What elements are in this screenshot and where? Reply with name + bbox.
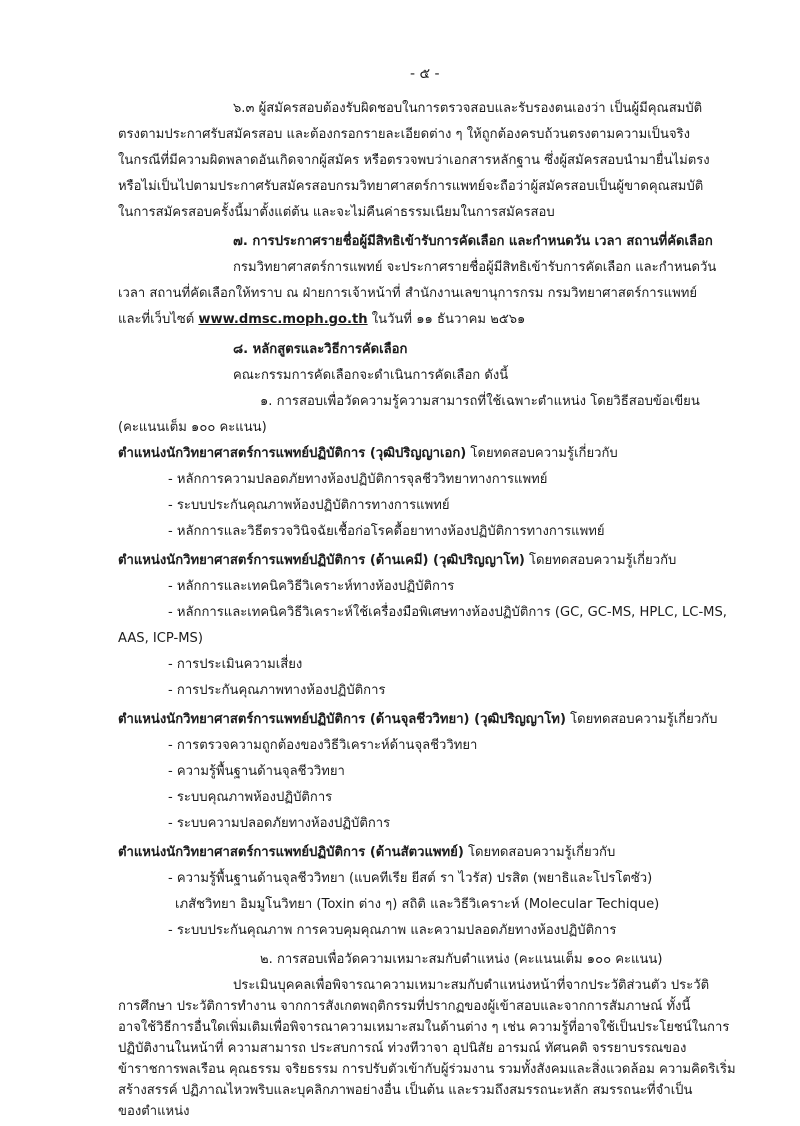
position-2-item: AAS, ICP-MS) — [118, 631, 203, 646]
s63-line-2: ตรงตามประกาศรับสมัครสอบ และต้องกรอกรายละเอียดต่าง ๆ ให้ถูกต้องครบถ้วนตรงตามความเป็นจริง — [118, 127, 691, 142]
section-8-heading: ๘. หลักสูตรและวิธีการคัดเลือก — [233, 342, 408, 357]
position-2-title: ตำแหน่งนักวิทยาศาสตร์การแพทย์ปฏิบัติการ (ด้านเคมี) (วุฒิปริญญาโท) — [118, 553, 525, 568]
s63-line-3: ในกรณีที่มีความผิดพลาดอันเกิดจากผู้สมัคร หรือตรวจพบว่าเอกสารหลักฐาน ซึ่งผู้สมัครสอบนำมายื่นไม่ตรง — [118, 153, 710, 168]
page-number: - ๕ - — [410, 66, 440, 82]
s8-p2-body-line: ข้าราชการพลเรือน คุณธรรม จริยธรรม การปรับตัวเข้ากับผู้ร่วมงาน รวมทั้งสังคมและสิ่งแวดล้อม ความคิดริเริ่ม — [118, 1062, 736, 1077]
s8-p2-body-line: ปฏิบัติงานในหน้าที่ ความสามารถ ประสบการณ์ ท่วงทีวาจา อุปนิสัย อารมณ์ ทัศนคติ จรรยาบรรณของ — [118, 1041, 687, 1056]
s63-line-1: ๖.๓ ผู้สมัครสอบต้องรับผิดชอบในการตรวจสอบและรับรองตนเองว่า เป็นผู้มีคุณสมบัติ — [233, 101, 703, 116]
position-1-item: - ระบบประกันคุณภาพห้องปฏิบัติการทางการแพทย์ — [168, 498, 450, 513]
position-3-item: - ความรู้พื้นฐานด้านจุลชีววิทยา — [168, 764, 345, 779]
s8-p2-body-line: ของตำแหน่ง — [118, 1104, 190, 1119]
position-1-item: - หลักการและวิธีตรวจวินิจฉัยเชื้อก่อโรคดื้อยาทางห้องปฏิบัติการทางการแพทย์ — [168, 524, 605, 539]
s8-p1-line-1: ๑. การสอบเพื่อวัดความรู้ความสามารถที่ใช้เฉพาะตำแหน่ง โดยวิธีสอบข้อเขียน — [260, 394, 700, 409]
position-1-item: - หลักการความปลอดภัยทางห้องปฏิบัติการจุลชีววิทยาทางการแพทย์ — [168, 472, 548, 487]
position-3-heading — [118, 710, 717, 730]
position-4-item: เภสัชวิทยา อิมมูโนวิทยา (Toxin ต่าง ๆ) สถิติ และวิธีวิเคราะห์ (Molecular Techique) — [175, 897, 660, 912]
position-1-tail: โดยทดสอบความรู้เกี่ยวกับ — [466, 446, 618, 461]
s63-line-5: ในการสมัครสอบครั้งนี้มาตั้งแต่ต้น และจะไม่คืนค่าธรรมเนียมในการสมัครสอบ — [118, 205, 555, 220]
position-2-item: - หลักการและเทคนิควิธีวิเคราะห์ทางห้องปฏิบัติการ — [168, 579, 455, 594]
s8-p2-body-line: การศึกษา ประวัติการทำงาน จากการสังเกตพฤติกรรมที่ปรากฏของผู้เข้าสอบและจากการสัมภาษณ์ ทั้งนี้ — [118, 999, 691, 1014]
s63-line-4: หรือไม่เป็นไปตามประกาศรับสมัครสอบกรมวิทยาศาสตร์การแพทย์จะถือว่าผู้สมัครสอบเป็นผู้ขาดคุณสมบัติ — [118, 179, 704, 194]
s7-line-3 — [118, 310, 525, 330]
position-4-item: - ระบบประกันคุณภาพ การควบคุมคุณภาพ และความปลอดภัยทางห้องปฏิบัติการ — [168, 923, 617, 938]
position-3-item: - ระบบความปลอดภัยทางห้องปฏิบัติการ — [168, 816, 391, 831]
s8-p2-line-1: ๒. การสอบเพื่อวัดความเหมาะสมกับตำแหน่ง (คะแนนเต็ม ๑๐๐ คะแนน) — [260, 952, 663, 967]
s8-p2-body-line: สร้างสรรค์ ปฏิภาณไหวพริบและบุคลิกภาพอย่างอื่น เป็นต้น และรวมถึงสมรรถนะหลัก สมรรถนะที่จำเป็น — [118, 1083, 693, 1098]
website-link[interactable]: www.dmsc.moph.go.th — [198, 312, 368, 327]
s8-p2-body-line: อาจใช้วิธีการอื่นใดเพิ่มเติมเพื่อพิจารณาความเหมาะสมในด้านต่าง ๆ เช่น ความรู้ที่อาจใช้เป็นประโยชน์ในการ — [118, 1020, 730, 1035]
s7-line-3-suffix: ในวันที่ ๑๑ ธันวาคม ๒๕๖๑ — [367, 312, 526, 327]
s7-line-2: เวลา สถานที่คัดเลือกให้ทราบ ณ ฝ่ายการเจ้าหน้าที่ สำนักงานเลขานุการกรม กรมวิทยาศาสตร์การแพทย์ — [118, 286, 698, 301]
position-1-heading — [118, 444, 618, 464]
position-2-item: - การประเมินความเสี่ยง — [168, 657, 303, 672]
position-3-tail: โดยทดสอบความรู้เกี่ยวกับ — [565, 712, 718, 727]
s7-line-1: กรมวิทยาศาสตร์การแพทย์ จะประกาศรายชื่อผู้มีสิทธิเข้ารับการคัดเลือก และกำหนดวัน — [233, 260, 717, 275]
position-2-item: - การประกันคุณภาพทางห้องปฏิบัติการ — [168, 683, 386, 698]
s8-p2-body-line: ประเมินบุคคลเพื่อพิจารณาความเหมาะสมกับตำแหน่งหน้าที่จากประวัติส่วนตัว ประวัติ — [233, 978, 710, 993]
position-4-item: - ความรู้พื้นฐานด้านจุลชีววิทยา (แบคทีเรีย ยีสต์ รา ไวรัส) ปรสิต (พยาธิและโปรโตซัว) — [168, 871, 653, 886]
position-4-heading — [118, 843, 615, 863]
position-4-tail: โดยทดสอบความรู้เกี่ยวกับ — [463, 845, 616, 860]
s8-p1-line-2: (คะแนนเต็ม ๑๐๐ คะแนน) — [118, 420, 267, 435]
section-7-heading: ๗. การประกาศรายชื่อผู้มีสิทธิเข้ารับการคัดเลือก และกำหนดวัน เวลา สถานที่คัดเลือก — [233, 234, 713, 249]
position-4-title: ตำแหน่งนักวิทยาศาสตร์การแพทย์ปฏิบัติการ (ด้านสัตวแพทย์) — [118, 845, 464, 860]
position-3-item: - ระบบคุณภาพห้องปฏิบัติการ — [168, 790, 333, 805]
s8-intro: คณะกรรมการคัดเลือกจะดำเนินการคัดเลือก ดังนี้ — [233, 368, 509, 383]
position-1-title: ตำแหน่งนักวิทยาศาสตร์การแพทย์ปฏิบัติการ (วุฒิปริญญาเอก) — [118, 446, 467, 461]
position-2-heading — [118, 551, 676, 571]
position-2-tail: โดยทดสอบความรู้เกี่ยวกับ — [524, 553, 677, 568]
position-2-item: - หลักการและเทคนิควิธีวิเคราะห์ใช้เครื่องมือพิเศษทางห้องปฏิบัติการ (GC, GC-MS, HPLC, LC-MS, — [168, 605, 727, 620]
position-3-title: ตำแหน่งนักวิทยาศาสตร์การแพทย์ปฏิบัติการ (ด้านจุลชีววิทยา) (วุฒิปริญญาโท) — [118, 712, 566, 727]
position-3-item: - การตรวจความถูกต้องของวิธีวิเคราะห์ด้านจุลชีววิทยา — [168, 738, 478, 753]
s7-line-3-prefix: และที่เว็บไซต์ — [118, 312, 199, 327]
